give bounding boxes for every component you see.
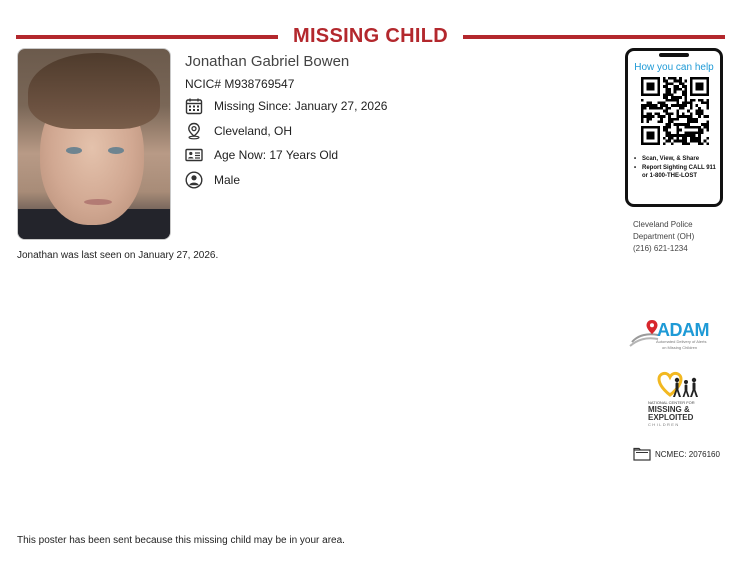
ncmec-number: NCMEC: 2076160: [655, 449, 720, 459]
help-phone-panel: [625, 48, 723, 207]
adam-wordmark: ADAM: [657, 320, 709, 340]
location: Cleveland, OH: [214, 124, 293, 138]
help-title: How you can help: [634, 62, 714, 73]
poster-title: MISSING CHILD: [292, 25, 448, 47]
ncic-number: NCIC# M938769547: [185, 77, 295, 91]
help-list: [633, 155, 719, 181]
age-now: Age Now: 17 Years Old: [214, 148, 339, 162]
adam-subtitle-2: on Missing Children: [662, 345, 698, 350]
missing-since: Missing Since: January 27, 2026: [214, 99, 388, 113]
sex-row: [185, 171, 240, 189]
age-row: [185, 146, 338, 164]
ncmec-children: CHILDREN: [648, 422, 680, 427]
calendar-icon: [185, 97, 203, 115]
last-seen-text: Jonathan was last seen on January 27, 2026.: [17, 250, 219, 261]
qr-code[interactable]: [641, 77, 709, 145]
folder-icon: [633, 447, 651, 461]
agency-contact: [633, 219, 694, 255]
person-icon: [185, 171, 203, 189]
adam-subtitle: Automated Delivery of Alerts: [656, 339, 707, 344]
child-photo: [17, 48, 171, 240]
location-row: [185, 122, 292, 140]
ncmec-case-id: [633, 447, 720, 461]
ncmec-wordmark: MISSING & EXPLOITED: [648, 405, 694, 422]
child-name: Jonathan Gabriel Bowen: [185, 53, 350, 70]
poster-header: [16, 24, 725, 48]
location-pin-icon: [185, 122, 203, 140]
poster-footer-note: This poster has been sent because this missing child may be in your area.: [17, 535, 345, 546]
missing-since-row: [185, 97, 387, 115]
help-item: • Report Sighting CALL 911 or 1-800-THE-LOST: [633, 164, 719, 180]
header-rule-left: [16, 35, 278, 39]
sex: Male: [214, 173, 241, 187]
agency-name-line1: Cleveland Police: [633, 220, 693, 229]
ncmec-subtitle: NATIONAL CENTER FOR: [648, 400, 695, 405]
agency-name-line2: Department (OH): [633, 232, 695, 241]
agency-phone: (216) 621-1234: [633, 244, 688, 253]
help-item: • Scan, View, & Share: [633, 155, 719, 163]
id-card-icon: [185, 146, 203, 164]
header-rule-right: [463, 35, 725, 39]
